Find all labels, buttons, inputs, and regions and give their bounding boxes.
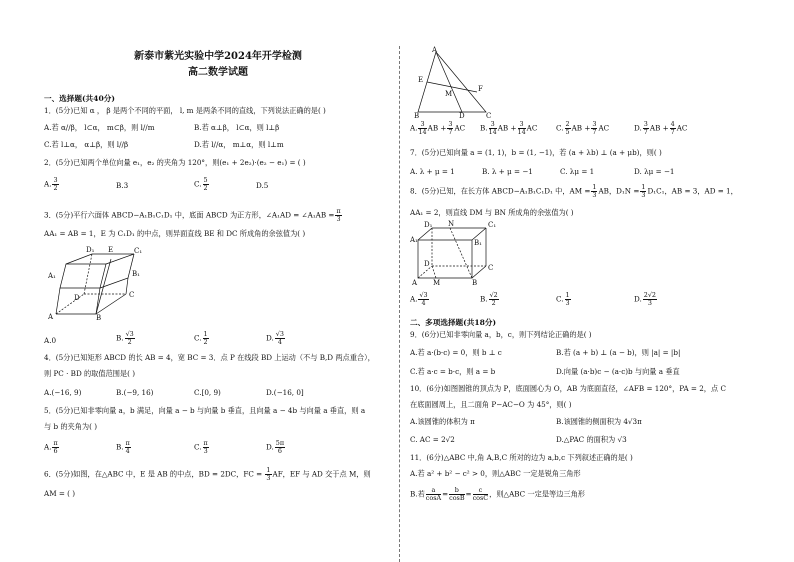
exam-title: 新泰市紫光实验中学2024年开学检测 xyxy=(134,51,302,62)
question-10-option-a[interactable]: A.该圆锥的体积为 π xyxy=(410,417,475,426)
question-1-option-d[interactable]: D.若 l//α， m⊥α，则 l⊥m xyxy=(194,140,284,149)
figure-label: A xyxy=(48,313,54,320)
question-4-stem: 4．(5分)已知矩形 ABCD 的长 AB = 4，宽 BC = 3．点 P 在线段 BD 上运动（不与 B,D 两点重合）， xyxy=(44,353,375,362)
question-9-option-d[interactable]: D.向量 (a·b)c − (a·c)b 与向量 a 垂直 xyxy=(556,367,680,376)
figure-label: C xyxy=(129,291,135,299)
question-2-stem: 2．(5分)已知两个单位向量 e₁，e₂ 的夹角为 120°，则(e₁ + 2e₂)·(e₂ − e₁) = ( ) xyxy=(44,158,306,167)
question-1-stem: 1．(5分)已知 α ， β 是两个不同的平面， l, m 是两条不同的直线，下列说法正确的是( ) xyxy=(44,106,326,115)
question-2-option-a[interactable] xyxy=(44,177,60,192)
figure-label: F xyxy=(478,85,483,93)
fraction: $\frac{√3}{2}$ xyxy=(125,330,134,346)
figure-label: C xyxy=(488,264,494,272)
figure-label: C₁ xyxy=(488,221,497,229)
question-10-stem: 10．(6分)如图圆锥的顶点为 P，底面圆心为 O，AB 为底面直径，∠AFB = 120°，PA = 2，点 C xyxy=(410,384,726,393)
question-7-option-b[interactable]: B. λ + μ = −1 xyxy=(482,167,533,176)
right-column xyxy=(410,0,760,562)
question-2-option-b[interactable]: B.3 xyxy=(116,181,129,190)
question-10-option-c[interactable]: C. AC = 2√2 xyxy=(410,435,455,444)
question-10-option-b[interactable]: B.该圆锥的侧面积为 4√3π xyxy=(556,417,642,426)
question-5-option-d[interactable]: D. $\frac{5\pi}{6}$ xyxy=(266,439,285,455)
triangle-figure xyxy=(412,46,498,118)
question-9-option-b[interactable]: B.若 (a + b) ⊥ (a − b)，则 |a| = |b| xyxy=(556,348,681,357)
column-divider xyxy=(399,46,400,562)
figure-label: M xyxy=(433,279,441,286)
question-10-stem-2: 在底面圆周上，且二面角 P−AC−O 为 45°，则( ) xyxy=(410,400,572,409)
question-1-option-c[interactable]: C.若 l⊥α， α⊥β，则 l//β xyxy=(44,140,129,149)
section-heading-single-choice: 一、选择题(共40分) xyxy=(44,94,115,103)
question-7-option-d[interactable]: D. λμ = −1 xyxy=(634,167,675,176)
question-6-option-b[interactable]: B. $\frac{3}{14}$ AB + $\frac{3}{14}$ AC xyxy=(480,120,538,136)
question-5-option-c[interactable]: C. $\frac{\pi}{3}$ xyxy=(194,439,208,455)
question-3-option-d[interactable]: D. $\frac{√3}{4}$ xyxy=(266,330,284,346)
question-11-stem: 11．(6分)△ABC 中,角 A,B,C 所对的边为 a,b,c 下列叙述正确的是( ) xyxy=(410,453,633,462)
figure-label: B xyxy=(96,314,102,320)
option-letter: C. xyxy=(194,179,202,189)
question-3-option-b[interactable]: B. $\frac{√3}{2}$ xyxy=(116,330,134,346)
question-4-stem-2: 则 PC · BD 的取值范围是( ) xyxy=(44,369,136,378)
question-9-option-a[interactable]: A.若 a·(b·c) = 0，则 b ⊥ c xyxy=(410,348,502,357)
figure-label: B xyxy=(414,112,420,118)
figure-label: E xyxy=(418,76,424,84)
question-3-option-a[interactable]: A.0 xyxy=(44,336,57,345)
question-6-option-c[interactable]: C. $\frac{2}{5}$ AB + $\frac{3}{7}$ AC xyxy=(556,120,610,136)
question-8-stem: 8．(5分)已知，在长方体 ABCD−A₁B₁C₁D₁ 中，AM = $\frac{1}{3}$ AB，D₁N = $\frac{1}{3}$ D₁C₁，AB = 3，AD = 1， xyxy=(410,183,738,199)
figure-label: D xyxy=(459,112,465,118)
question-7-option-c[interactable]: C. λμ = 1 xyxy=(560,167,595,176)
fraction: $\frac{\pi}{3}$ xyxy=(336,207,341,223)
figure-label: D₁ xyxy=(86,246,95,254)
figure-label: C xyxy=(486,112,492,118)
figure-label: A xyxy=(432,46,438,54)
question-6-option-a[interactable]: A. $\frac{3}{14}$ AB + $\frac{3}{7}$ AC xyxy=(410,120,466,136)
question-8-option-d[interactable]: D. $\frac{2√2}{3}$ xyxy=(634,291,657,307)
question-11-option-b[interactable]: B.若 $\frac{a}{\cos A}$ = $\frac{b}{\cos B}$ = $\frac{c}{\cos C}$ ，则△ABC 一定是等边三角形 xyxy=(410,486,585,502)
cuboid-figure xyxy=(410,220,502,286)
option-letter: A. xyxy=(44,179,52,189)
figure-label: C₁ xyxy=(134,247,143,255)
question-8-option-c[interactable]: C. $\frac{1}{3}$ xyxy=(556,291,570,307)
question-4-option-d[interactable]: D.(−16, 0] xyxy=(266,388,304,397)
fraction: $\frac{3}{2}$ xyxy=(53,176,58,192)
section-heading-multiple-choice: 二、多项选择题(共18分) xyxy=(410,318,497,327)
question-6-stem-2: AM = ( ) xyxy=(44,489,76,498)
question-5-option-a[interactable]: A. $\frac{\pi}{6}$ xyxy=(44,439,58,455)
fraction: $\frac{\pi}{4}$ xyxy=(125,439,130,455)
figure-label: N xyxy=(448,220,455,228)
question-8-stem-2: AA₁ = 2，则直线 DM 与 BN 所成角的余弦值为( ) xyxy=(410,208,574,217)
question-6-option-d[interactable]: D. $\frac{3}{7}$ AB + $\frac{4}{7}$ AC xyxy=(634,120,688,136)
question-8-option-a[interactable]: A. $\frac{√3}{4}$ xyxy=(410,291,428,307)
question-8-option-b[interactable]: B. $\frac{√2}{2}$ xyxy=(480,291,498,307)
question-2-option-c[interactable] xyxy=(194,177,210,192)
figure-label: A₁ xyxy=(410,236,418,244)
question-7-option-a[interactable]: A. λ + μ = 1 xyxy=(410,167,455,176)
figure-label: B₁ xyxy=(474,239,482,247)
figure-label: A₁ xyxy=(48,272,56,280)
question-4-option-a[interactable]: A.(−16, 9) xyxy=(44,388,82,397)
figure-label: A xyxy=(412,279,418,286)
question-10-option-d[interactable]: D.△PAC 的面积为 √3 xyxy=(556,435,627,444)
question-3-option-c[interactable]: C. $\frac{1}{2}$ xyxy=(194,330,208,346)
fraction: $\frac{5\pi}{6}$ xyxy=(275,439,285,455)
figure-label: D₁ xyxy=(424,221,433,229)
fraction: $\frac{√3}{4}$ xyxy=(275,330,284,346)
question-5-stem-2: 与 b 的夹角为( ) xyxy=(44,422,98,431)
figure-label: B xyxy=(472,279,478,286)
fraction: $\frac{\pi}{3}$ xyxy=(203,439,208,455)
question-1-option-b[interactable]: B.若 α⊥β， l⊂α，则 l⊥β xyxy=(194,123,280,132)
question-6-stem: 6．(5分)如图，在△ABC 中，E 是 AB 的中点，BD = 2DC，FC = $\frac{1}{3}$ AF，EF 与 AD 交于点 M，则 xyxy=(44,466,371,482)
left-column xyxy=(44,0,392,562)
question-11-option-a[interactable]: A.若 a² + b² − c² > 0，则△ABC 一定是锐角三角形 xyxy=(410,469,581,478)
question-4-option-c[interactable]: C.[0, 9) xyxy=(194,388,221,397)
figure-label: D xyxy=(424,260,430,268)
question-3-stem-2: AA₁ = AB = 1，E 为 C₁D₁ 的中点，则异面直线 BE 和 DC 所成角的余弦值为( ) xyxy=(44,229,306,238)
figure-label: B₁ xyxy=(132,270,140,278)
question-3-stem: 3．(5分)平行六面体 ABCD−A₁B₁C₁D₁ 中，底面 ABCD 为正方形，∠A₁AD = ∠A₁AB = $\frac{\pi}{3}$ xyxy=(44,207,341,223)
fraction: $\frac{1}{3}$ xyxy=(266,466,271,482)
fraction: $\frac{1}{2}$ xyxy=(203,330,208,346)
fraction: $\frac{\pi}{6}$ xyxy=(53,439,58,455)
exam-subtitle: 高二数学试题 xyxy=(188,67,248,78)
figure-label: D xyxy=(74,294,80,302)
question-5-stem: 5．(5分)已知非零向量 a，b 满足，向量 a − b 与向量 b 垂直，且向量 a − 4b 与向量 a 垂直，则 a xyxy=(44,406,366,415)
fraction: $\frac{5}{2}$ xyxy=(203,176,208,192)
question-5-option-b[interactable]: B. $\frac{\pi}{4}$ xyxy=(116,439,130,455)
question-2-option-d[interactable]: D.5 xyxy=(256,181,269,190)
parallelepiped-figure xyxy=(48,242,148,320)
question-1-option-a[interactable]: A.若 α//β， l⊂α， m⊂β，则 l//m xyxy=(44,123,155,132)
figure-label: M xyxy=(445,90,453,98)
question-9-option-c[interactable]: C.若 a·c = b·c，则 a = b xyxy=(410,367,496,376)
question-7-stem: 7．(5分)已知向量 a = (1, 1)，b = (1, −1)，若 (a + λb) ⊥ (a + μb)，则( ) xyxy=(410,148,662,157)
question-4-option-b[interactable]: B.(−9, 16) xyxy=(116,388,154,397)
figure-label: E xyxy=(108,246,114,254)
question-9-stem: 9．(6分)已知非零向量 a，b，c，则下列结论正确的是( ) xyxy=(410,330,592,339)
